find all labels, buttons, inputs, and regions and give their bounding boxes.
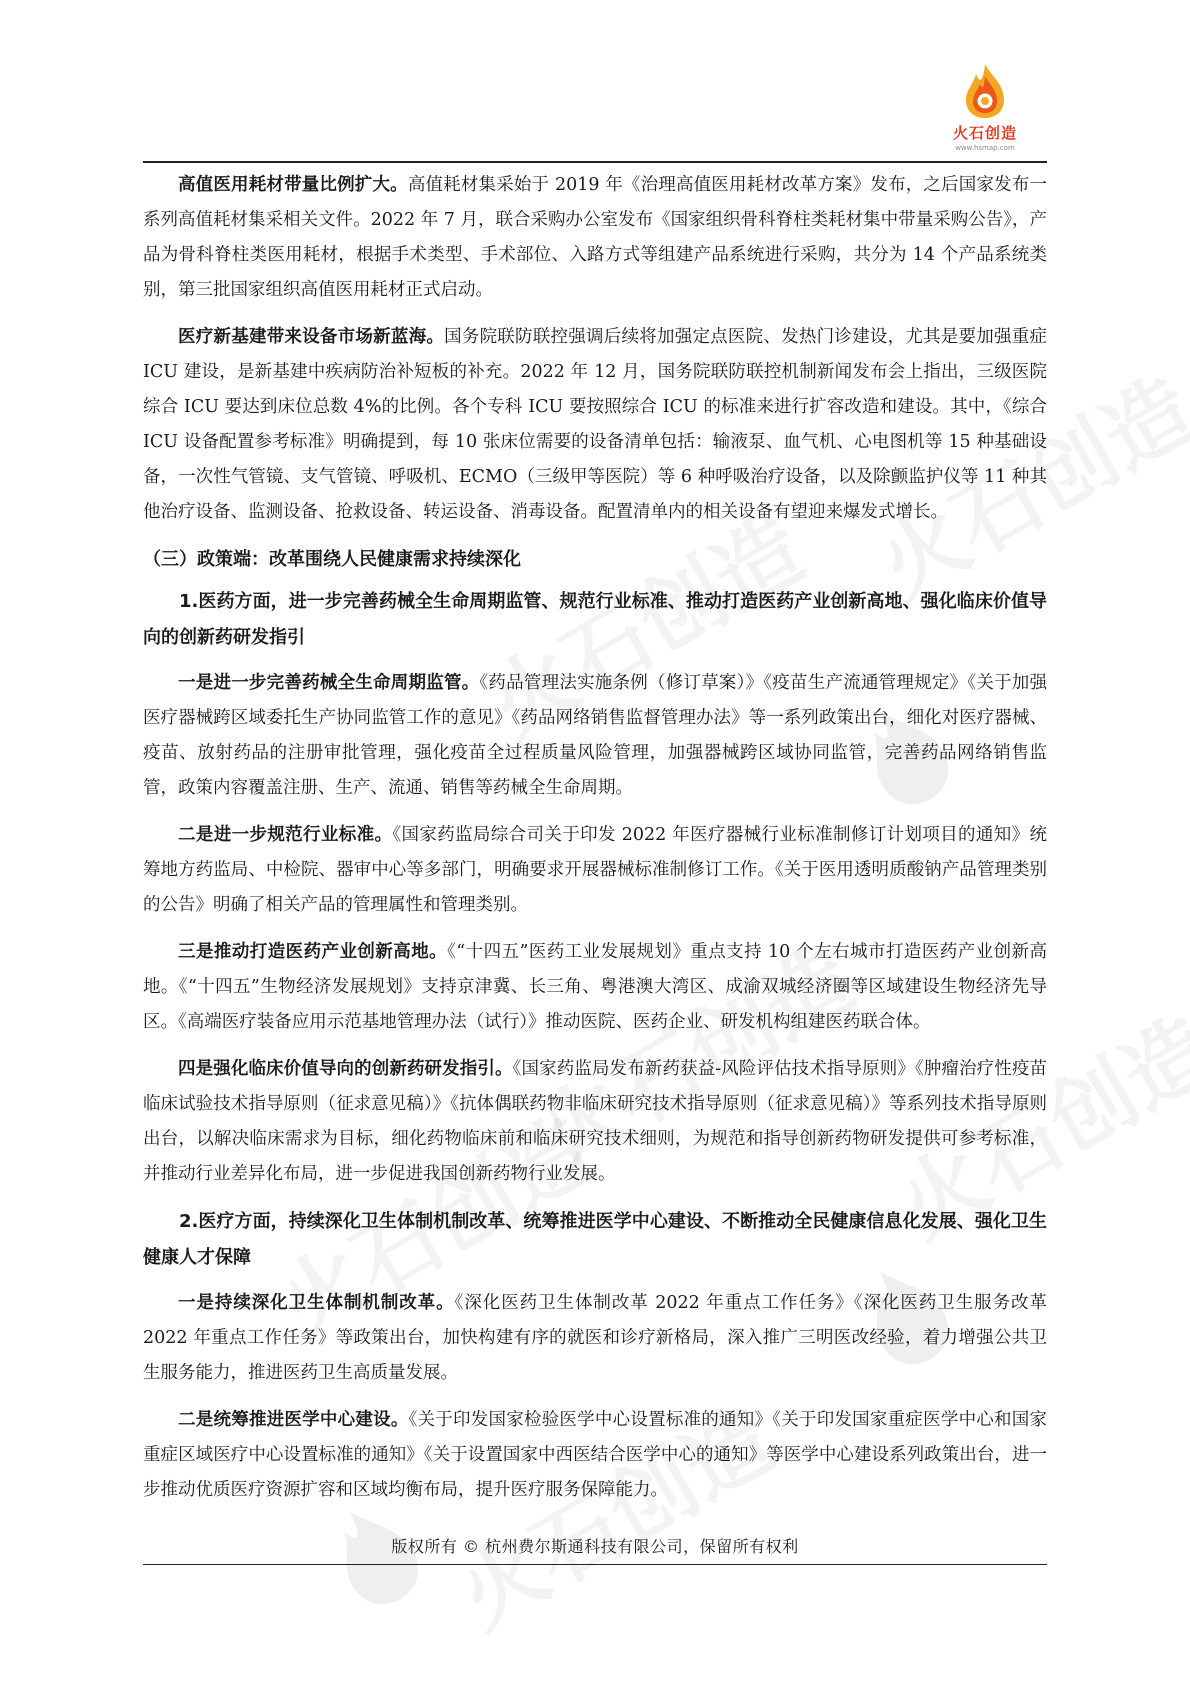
paragraph [143,818,1047,923]
subsection-heading: 1.医药方面，进一步完善药械全生命周期监管、规范行业标准、推动打造医药产业创新高地、强化临床价值导向的创新药研发指引 [143,591,1047,648]
paragraph-text: 《关于印发国家检验医学中心设置标准的通知》《关于印发国家重症医学中心和国家重症区域医疗中心设置标准的通知》《关于设置国家中西医结合医学中心的通知》等医学中心建设系列政策出台，进一步推动优质医疗资源扩容和区域均衡布局，提升医疗服务保障能力。 [143,1410,1048,1500]
paragraph-lead: 一是进一步完善药械全生命周期监管。 [178,673,480,693]
paragraph-text: 《国家药监局发布新药获益-风险评估技术指导原则》《肿瘤治疗性疫苗临床试验技术指导原则（征求意见稿）》《抗体偶联药物非临床研究技术指导原则（征求意见稿）》等系列技术指导原则出台，以解决临床需求为目标，细化药物临床前和临床研究技术细则，为规范和指导创新药物研发提供可参考标准，并推动行业差异化布局，进一步促进我国创新药物行业发展。 [143,1059,1047,1184]
logo-url: www.hsmap.com [955,144,1015,152]
paragraph [143,168,1047,308]
paragraph-lead: 高值医用耗材带量比例扩大。 [178,175,408,195]
document-body [143,168,1047,1520]
paragraph-lead: 医疗新基建带来设备市场新蓝海。 [178,327,445,347]
paragraph [143,1286,1047,1391]
paragraph [143,666,1047,806]
subsection-heading: 2.医疗方面，持续深化卫生体制机制改革、统筹推进医学中心建设、不断推动全民健康信息化发展、强化卫生健康人才保障 [143,1211,1047,1268]
paragraph [143,1403,1047,1508]
paragraph-lead: 三是推动打造医药产业创新高地。 [178,942,448,962]
paragraph-lead: 二是统筹推进医学中心建设。 [178,1410,409,1430]
paragraph-text: 《药品管理法实施条例（修订草案）》《疫苗生产流通管理规定》《关于加强医疗器械跨区域委托生产协同监管工作的意见》《药品网络销售监督管理办法》等一系列政策出台，细化对医疗器械、疫苗、放射药品的注册审批管理，强化疫苗全过程质量风险管理，加强器械跨区域协同监管，完善药品网络销售监管，政策内容覆盖注册、生产、流通、销售等药械全生命周期。 [143,673,1048,798]
section-heading: （三）政策端：改革围绕人民健康需求持续深化 [143,549,521,570]
paragraph-text: 高值耗材集采始于 2019 年《治理高值医用耗材改革方案》发布，之后国家发布一系列高值耗材集采相关文件。2022 年 7 月，联合采购办公室发布《国家组织骨科脊柱类耗材集中带量采购公告》，产品为骨科脊柱类医用耗材，根据手术类型、手术部位、入路方式等组建产品系统进行采购，共分为 14 个产品系统类别，第三批国家组织高值医用耗材正式启动。 [143,175,1047,300]
paragraph-lead: 四是强化临床价值导向的创新药研发指引。 [178,1059,513,1079]
header-divider [143,161,1047,163]
paragraph [143,935,1047,1040]
paragraph-text: 《“十四五”医药工业发展规划》重点支持 10 个左右城市打造医药产业创新高地。《“十四五”生物经济发展规划》支持京津冀、长三角、粤港澳大湾区、成渝双城经济圈等区域建设生物经济先导区。《高端医疗装备应用示范基地管理办法（试行）》推动医院、医药企业、研发机构组建医药联合体。 [143,942,1047,1032]
logo-name: 火石创造 [952,124,1017,142]
footer-divider [143,1564,1047,1565]
copyright-footer: 版权所有 © 杭州费尔斯通科技有限公司，保留所有权利 [391,1537,799,1556]
paragraph-text: 国务院联防联控强调后续将加强定点医院、发热门诊建设，尤其是要加强重症 ICU 建设，是新基建中疾病防治补短板的补充。2022 年 12 月，国务院联防联控机制新闻发布会上指出，三级医院综合 ICU 要达到床位总数 4%的比例。各个专科 ICU 要按照综合 ICU 的标准来进行扩容改造和建设。其中，《综合 ICU 设备配置参考标准》明确提到，每 10 张床位需要的设备清单包括：输液泵、血气机、心电图机等 15 种基础设备，一次性气管镜、支气管镜、呼吸机、ECMO（三级甲等医院）等 6 种呼吸治疗设备，以及除颤监护仪等 11 种其他治疗设备、监测设备、抢救设备、转运设备、消毒设备。配置清单内的相关设备有望迎来爆发式增长。 [143,327,1047,522]
paragraph [143,320,1047,530]
company-logo [940,62,1030,152]
paragraph-lead: 一是持续深化卫生体制机制改革。 [178,1293,455,1313]
paragraph [143,1052,1047,1192]
paragraph-text: 《国家药监局综合司关于印发 2022 年医疗器械行业标准制修订计划项目的通知》统筹地方药监局、中检院、器审中心等多部门，明确要求开展器械标准制修订工作。《关于医用透明质酸钠产品管理类别的公告》明确了相关产品的管理属性和管理类别。 [143,825,1047,915]
flame-logo-icon [958,62,1012,120]
paragraph-text: 《深化医药卫生体制改革 2022 年重点工作任务》《深化医药卫生服务改革 2022 年重点工作任务》等政策出台，加快构建有序的就医和诊疗新格局，深入推广三明医改经验，着力增强公共卫生服务能力，推进医药卫生高质量发展。 [143,1293,1047,1383]
paragraph-lead: 二是进一步规范行业标准。 [178,825,393,845]
